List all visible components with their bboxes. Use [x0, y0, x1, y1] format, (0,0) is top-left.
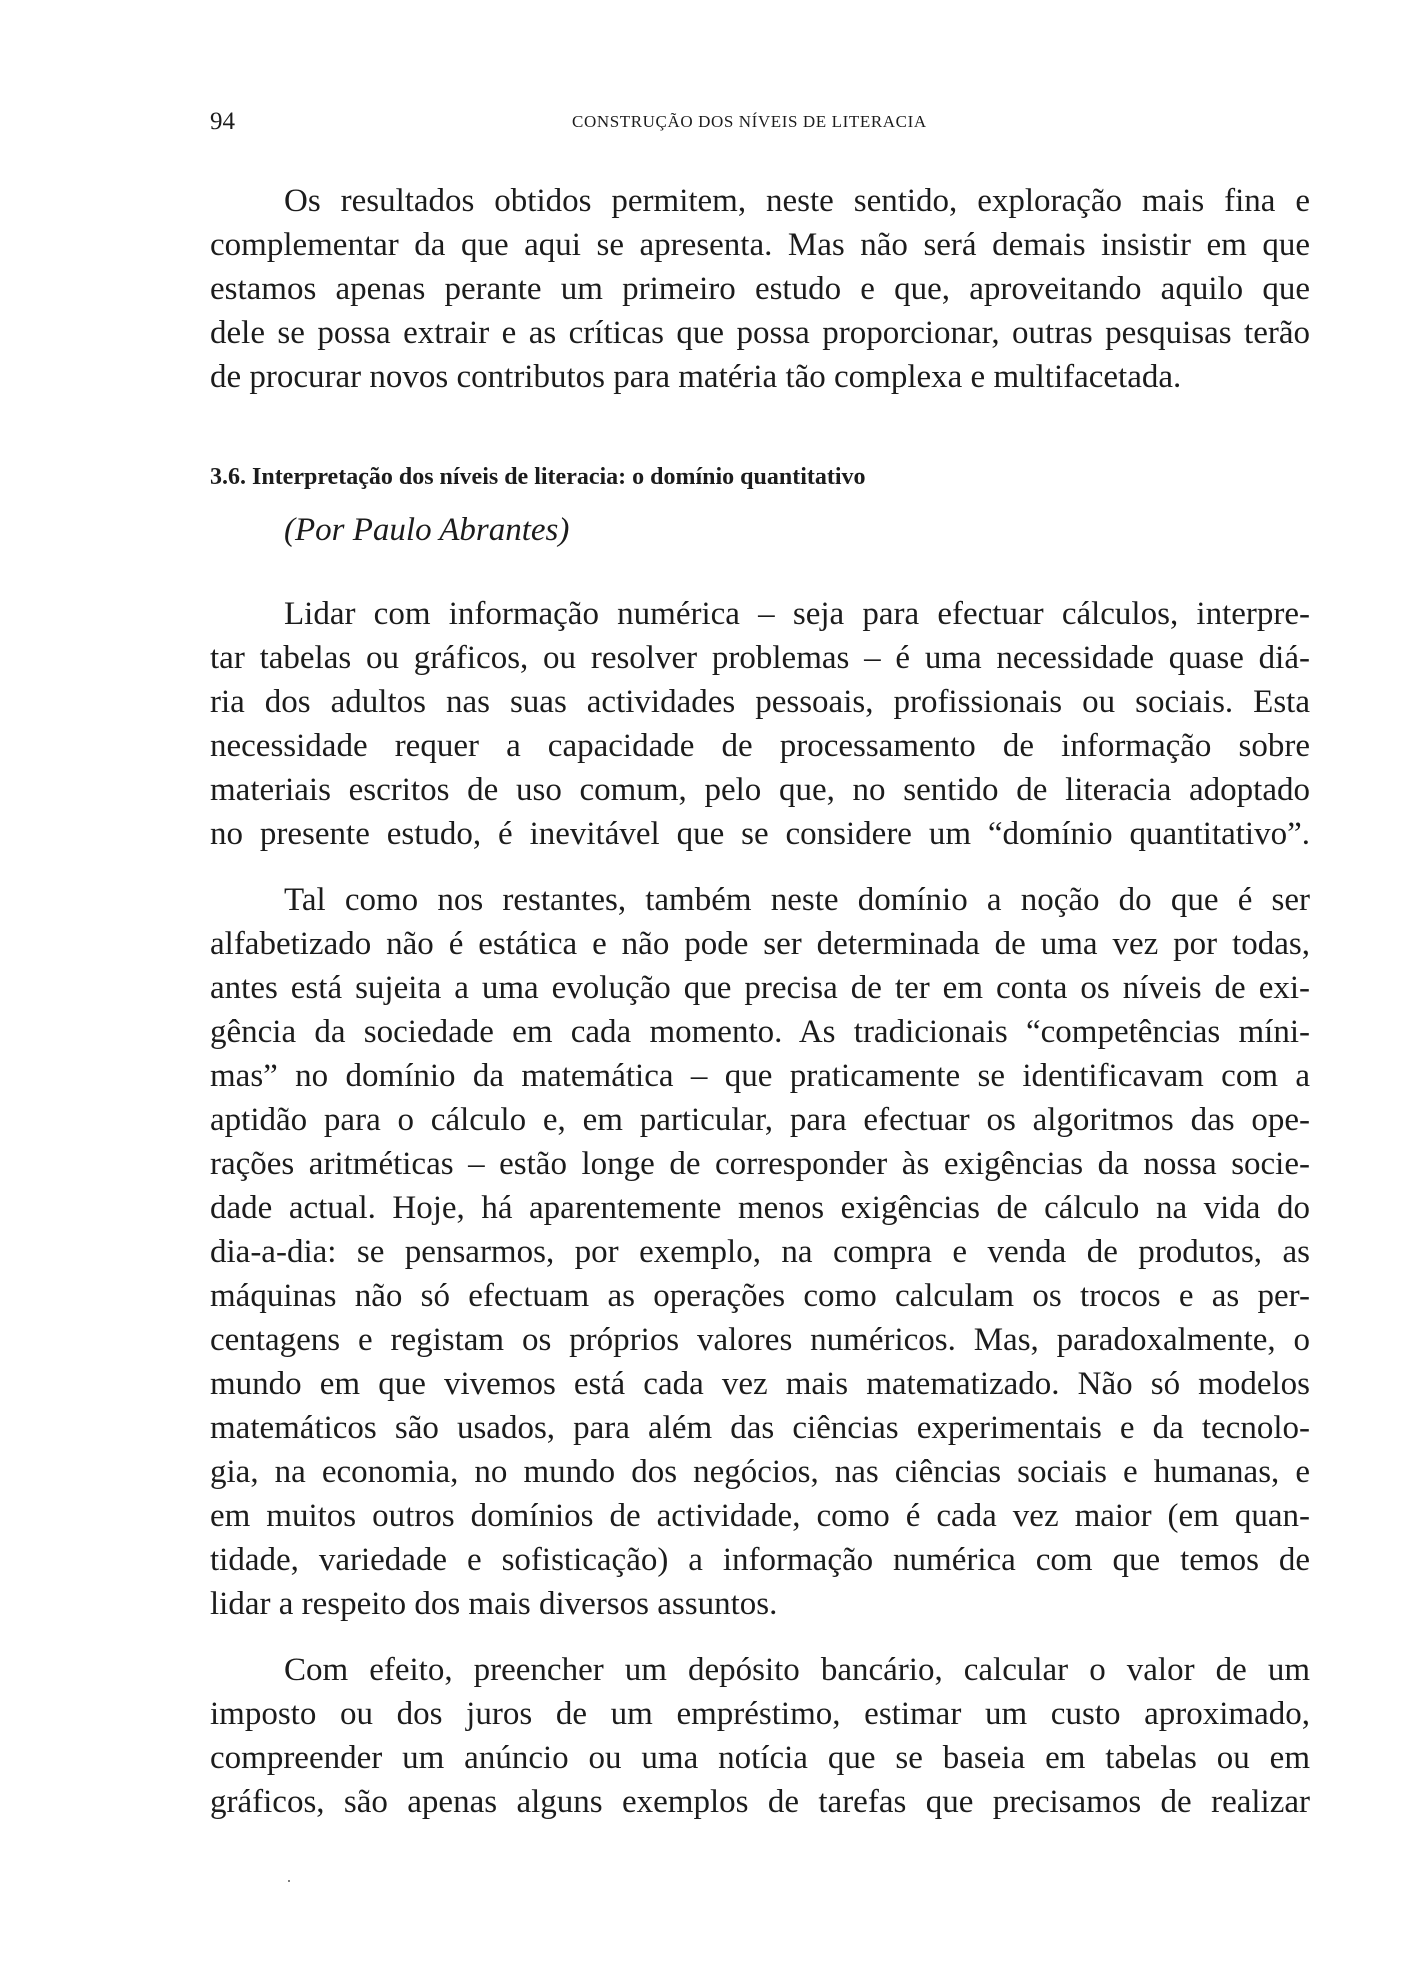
paragraph-4-line: compreender um anúncio ou uma notícia que se baseia em tabelas ou em	[210, 1740, 1310, 1776]
paragraph-3-line: máquinas não só efectuam as operações como calculam os trocos e as per-	[210, 1278, 1310, 1314]
page-number: 94	[210, 108, 235, 135]
running-head	[210, 108, 1310, 138]
author-byline: (Por Paulo Abrantes)	[284, 512, 570, 548]
paragraph-3-line: antes está sujeita a uma evolução que precisa de ter em conta os níveis de exi-	[210, 970, 1310, 1006]
paragraph-2-line: Lidar com informação numérica – seja para efectuar cálculos, interpre-	[284, 596, 1310, 632]
paragraph-2-line: no presente estudo, é inevitável que se considere um “domínio quantitativo”.	[210, 816, 1310, 852]
paragraph-2-line: materiais escritos de uso comum, pelo que, no sentido de literacia adoptado	[210, 772, 1310, 808]
paragraph-3-line: mundo em que vivemos está cada vez mais matematizado. Não só modelos	[210, 1366, 1310, 1402]
paragraph-3-line: aptidão para o cálculo e, em particular, para efectuar os algoritmos das ope-	[210, 1102, 1310, 1138]
paragraph-3-line: alfabetizado não é estática e não pode ser determinada de uma vez por todas,	[210, 926, 1310, 962]
section-heading: 3.6. Interpretação dos níveis de literacia: o domínio quantitativo	[210, 464, 866, 490]
paragraph-4-line: Com efeito, preencher um depósito bancário, calcular o valor de um	[284, 1652, 1310, 1688]
paragraph-3-line: matemáticos são usados, para além das ciências experimentais e da tecnolo-	[210, 1410, 1310, 1446]
paragraph-3-line: gência da sociedade em cada momento. As tradicionais “competências míni-	[210, 1014, 1310, 1050]
paragraph-1-line: Os resultados obtidos permitem, neste sentido, exploração mais fina e	[284, 183, 1310, 219]
scan-speck	[288, 1880, 290, 1882]
paragraph-2-line: ria dos adultos nas suas actividades pessoais, profissionais ou sociais. Esta	[210, 684, 1310, 720]
paragraph-4-line: gráficos, são apenas alguns exemplos de tarefas que precisamos de realizar	[210, 1784, 1310, 1820]
paragraph-1-line: dele se possa extrair e as críticas que possa proporcionar, outras pesquisas terão	[210, 315, 1310, 351]
paragraph-2-line: tar tabelas ou gráficos, ou resolver problemas – é uma necessidade quase diá-	[210, 640, 1310, 676]
paragraph-3-line: lidar a respeito dos mais diversos assuntos.	[210, 1586, 778, 1622]
paragraph-3-line: dade actual. Hoje, há aparentemente menos exigências de cálculo na vida do	[210, 1190, 1310, 1226]
paragraph-3-line: gia, na economia, no mundo dos negócios, nas ciências sociais e humanas, e	[210, 1454, 1310, 1490]
paragraph-3-line: rações aritméticas – estão longe de corresponder às exigências da nossa socie-	[210, 1146, 1310, 1182]
paragraph-1-line: estamos apenas perante um primeiro estudo e que, aproveitando aquilo que	[210, 271, 1310, 307]
paragraph-1-line: de procurar novos contributos para matéria tão complexa e multifacetada.	[210, 359, 1182, 395]
paragraph-3-line: centagens e registam os próprios valores numéricos. Mas, paradoxalmente, o	[210, 1322, 1310, 1358]
paragraph-3-line: tidade, variedade e sofisticação) a informação numérica com que temos de	[210, 1542, 1310, 1578]
running-title: CONSTRUÇÃO DOS NÍVEIS DE LITERACIA	[572, 112, 927, 131]
paragraph-3-line: dia-a-dia: se pensarmos, por exemplo, na compra e venda de produtos, as	[210, 1234, 1310, 1270]
paragraph-3-line: Tal como nos restantes, também neste domínio a noção do que é ser	[284, 882, 1310, 918]
paragraph-3-line: em muitos outros domínios de actividade, como é cada vez maior (em quan-	[210, 1498, 1310, 1534]
paragraph-3-line: mas” no domínio da matemática – que praticamente se identificavam com a	[210, 1058, 1310, 1094]
paragraph-1-line: complementar da que aqui se apresenta. Mas não será demais insistir em que	[210, 227, 1310, 263]
paragraph-2-line: necessidade requer a capacidade de processamento de informação sobre	[210, 728, 1310, 764]
paragraph-4-line: imposto ou dos juros de um empréstimo, estimar um custo aproximado,	[210, 1696, 1310, 1732]
